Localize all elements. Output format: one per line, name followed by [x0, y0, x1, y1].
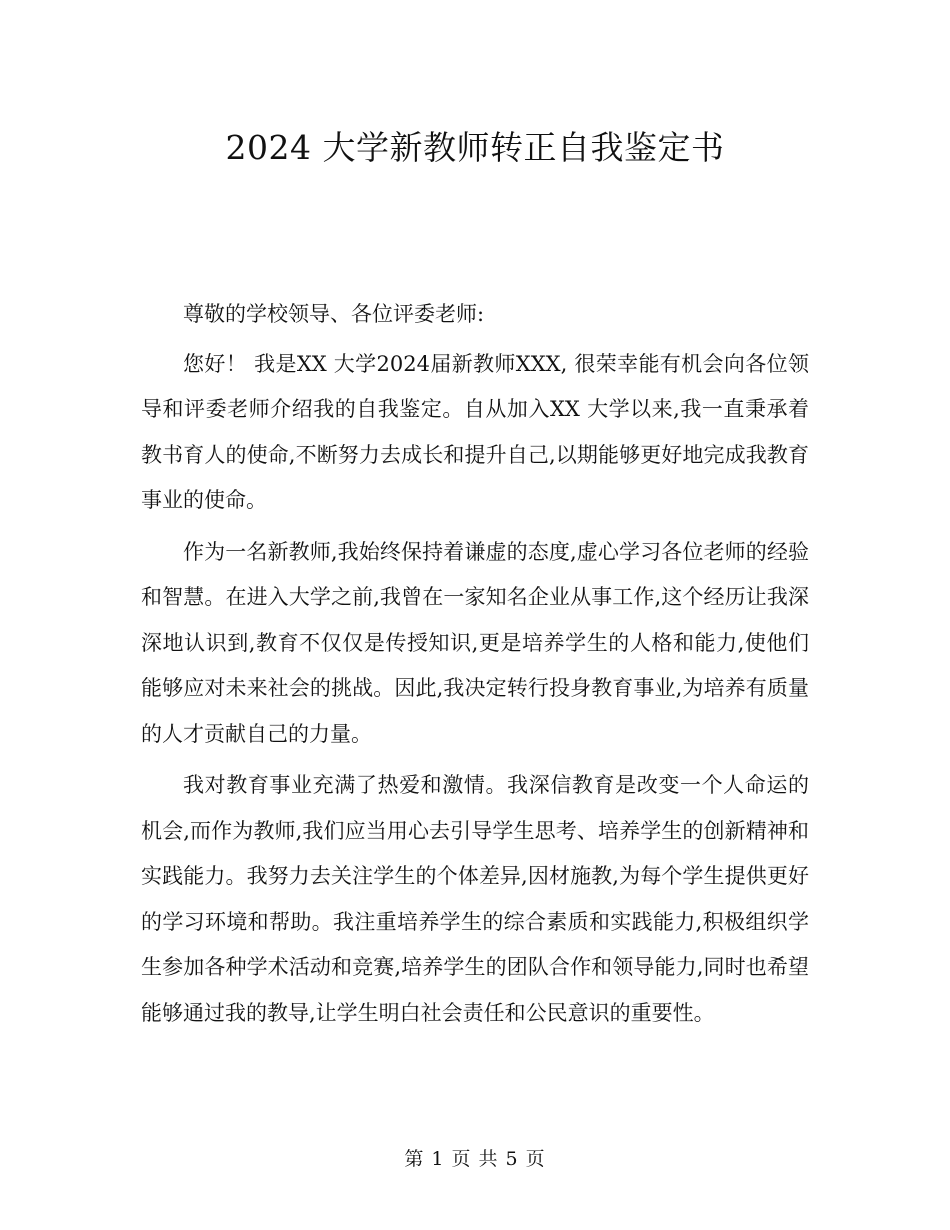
- background-paragraph: 作为一名新教师,我始终保持着谦虚的态度,虚心学习各位老师的经验和智慧。在进入大学之前,我曾在一家知名企业从事工作,这个经历让我深深地认识到,教育不仅仅是传授知识,更是培养学生的人格和能力,使他们能够应对未来社会的挑战。因此,我决定转行投身教育事业,为培养有质量的人才贡献自己的力量。: [141, 539, 809, 746]
- greeting-paragraph: 尊敬的学校领导、各位评委老师:: [183, 302, 485, 326]
- passion-paragraph: 我对教育事业充满了热爱和激情。我深信教育是改变一个人命运的机会,而作为教师,我们应当用心去引导学生思考、培养学生的创新精神和实践能力。我努力去关注学生的个体差异,因材施教,为每个学生提供更好的学习环境和帮助。我注重培养学生的综合素质和实践能力,积极组织学生参加各种学术活动和竞赛,培养学生的团队合作和领导能力,同时也希望能够通过我的教导,让学生明白社会责任和公民意识的重要性。: [141, 773, 809, 1025]
- document-title: 2024 大学新教师转正自我鉴定书: [225, 128, 725, 167]
- page-footer: 第 1 页 共 5 页: [404, 1148, 546, 1170]
- introduction-paragraph: 您好！ 我是XX 大学2024届新教师XXX, 很荣幸能有机会向各位领导和评委老师介绍我的自我鉴定。自从加入XX 大学以来,我一直秉承着教书育人的使命,不断努力去成长和提升自己,以期能够更好地完成我教育事业的使命。: [141, 351, 809, 512]
- document-body: [141, 292, 809, 1042]
